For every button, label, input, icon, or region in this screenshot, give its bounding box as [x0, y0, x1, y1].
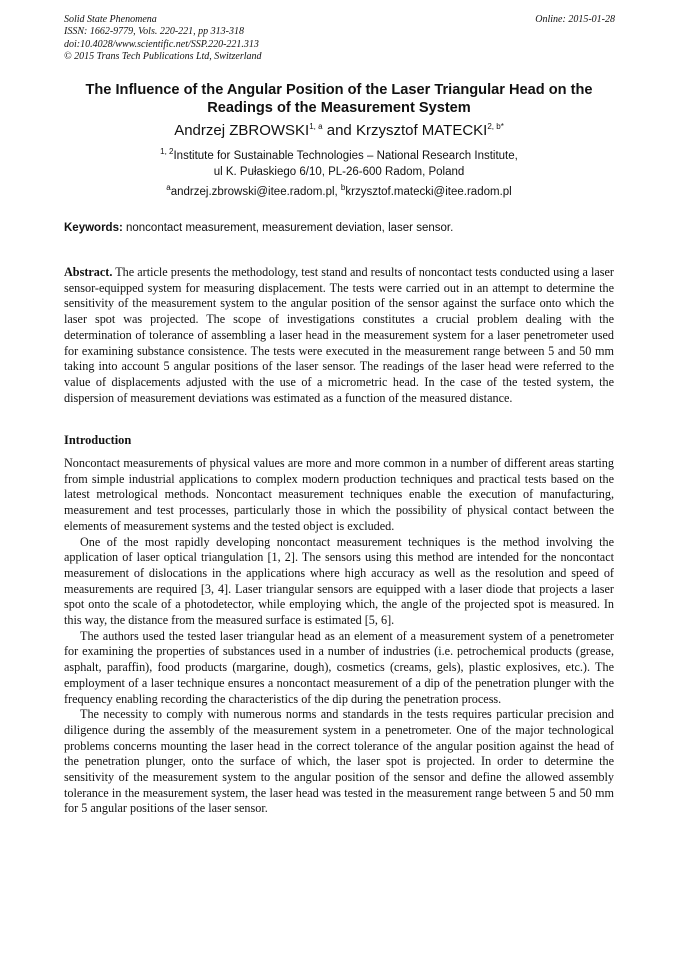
journal-header: [64, 14, 262, 63]
intro-paragraph: Noncontact measurements of physical values are more and more common in a number of different areas starting from simple industrial applications to complex modern production techniques and practical tests based on the latest metrological methods. Noncontact measurement techniques enable the execution of manufacturing, measurement and test processes, particularly those in which the possibility of physical contact between the elements of measurement systems and the tested object is excluded.: [64, 456, 614, 533]
intro-paragraph: The authors used the tested laser triangular head as an element of a measurement system of a penetrometer for examining the properties of substances used in a number of industries (i.e. petrochemical products (grease, asphalt, paraffin), food products (margarine, dough), cosmetics (creams, gels), plastic explosives, etc.). The employment of a laser technique ensures a noncontact measurement of a dip of the penetration plunger with the frequency enabling recording the characteristics of the dip during the penetration process.: [64, 628, 614, 706]
affiliation-line-2: ul K. Pułaskiego 6/10, PL-26-600 Radom, Poland: [213, 166, 465, 178]
affiliation-line-1: Institute for Sustainable Technologies – National Research Institute,: [173, 150, 518, 162]
section-heading-introduction: Introduction: [64, 433, 132, 447]
email-a-sup: a: [166, 183, 171, 193]
author-1: Andrzej ZBROWSKI: [174, 122, 310, 139]
email-b-sup: b: [340, 183, 346, 193]
author-2: Krzysztof MATECKI: [355, 122, 488, 139]
abstract: [64, 265, 614, 406]
author-1-sup: 1, a: [309, 122, 323, 131]
author-line: [64, 121, 614, 141]
introduction-body: [64, 456, 614, 817]
paper-title: The Influence of the Angular Position of the Laser Triangular Head on the Readings of the Measurement System: [85, 82, 593, 116]
abstract-label: Abstract.: [64, 265, 113, 279]
email-a: andrzej.zbrowski@itee.radom.pl: [170, 186, 335, 198]
doi-line: doi:10.4028/www.scientific.net/SSP.220-221.313: [64, 38, 259, 50]
copyright-line: © 2015 Trans Tech Publications Ltd, Switzerland: [64, 50, 262, 62]
issn-line: ISSN: 1662-9779, Vols. 220-221, pp 313-318: [64, 26, 244, 38]
journal-name: Solid State Phenomena: [64, 14, 157, 25]
online-date: Online: 2015-01-28: [535, 14, 615, 25]
email-separator: ,: [334, 186, 341, 198]
intro-paragraph: The necessity to comply with numerous norms and standards in the tests requires particular precision and diligence during the assembly of the measurement system in a penetrometer. One of the major technological problems concerns mounting the laser head in the correct tolerance of the angular position against the head of the penetration plunger, onto the surface of which, the laser spot is projected. In order to determine the sensitivity of the measurement system to the angular position of the sensor and define the allowed assembly tolerance in the measurement system, the laser head was tested in the measurement range between 5 and 50 mm for 5 angular positions of the laser sensor.: [64, 707, 614, 816]
keywords-label: Keywords:: [64, 222, 123, 234]
keywords: [64, 221, 614, 235]
email-line: [64, 185, 614, 199]
keywords-text: noncontact measurement, measurement deviation, laser sensor.: [122, 222, 454, 234]
abstract-text: The article presents the methodology, test stand and results of noncontact tests conducted using a laser sensor-equipped system for measuring displacement. The tests were carried out in an attempt to determine the sensitivity of the measurement system to the angular position of the sensor against the surface onto which the laser spot was projected. The scope of investigations constitutes a crucial problem dealing with the determination of tolerance of assembling a laser head in the measurement system for a laser penetrometer used for examining substance consistence. The tests were executed in the measurement range between 5 and 50 mm taking into account 5 angular positions of the laser sensor. The readings of the laser head were referred to the value of displacements adjusted with the use of a micrometric head. In the case of the tested system, the dispersion of measurement deviations was estimated as a function of the measured distance.: [64, 265, 614, 405]
email-b: krzysztof.matecki@itee.radom.pl: [345, 186, 512, 198]
intro-paragraph: One of the most rapidly developing noncontact measurement techniques is the method involving the application of laser optical triangulation [1, 2]. The sensors using this method are intended for the noncontact measurement of dislocations in the applications where high accuracy as well as the resolution and speed of measurements are required [3, 4]. Laser triangular sensors are equipped with a laser diode that projects a laser spot onto the scale of a photodetector, while employing which, the angle of the projected spot is measured. In this way, the distance from the measured surface is estimated [5, 6].: [64, 534, 614, 628]
affiliation: [64, 148, 614, 180]
author-conjunction: and: [322, 122, 356, 139]
author-2-sup: 2, b*: [487, 122, 504, 131]
affiliation-sup: 1, 2: [160, 147, 174, 157]
